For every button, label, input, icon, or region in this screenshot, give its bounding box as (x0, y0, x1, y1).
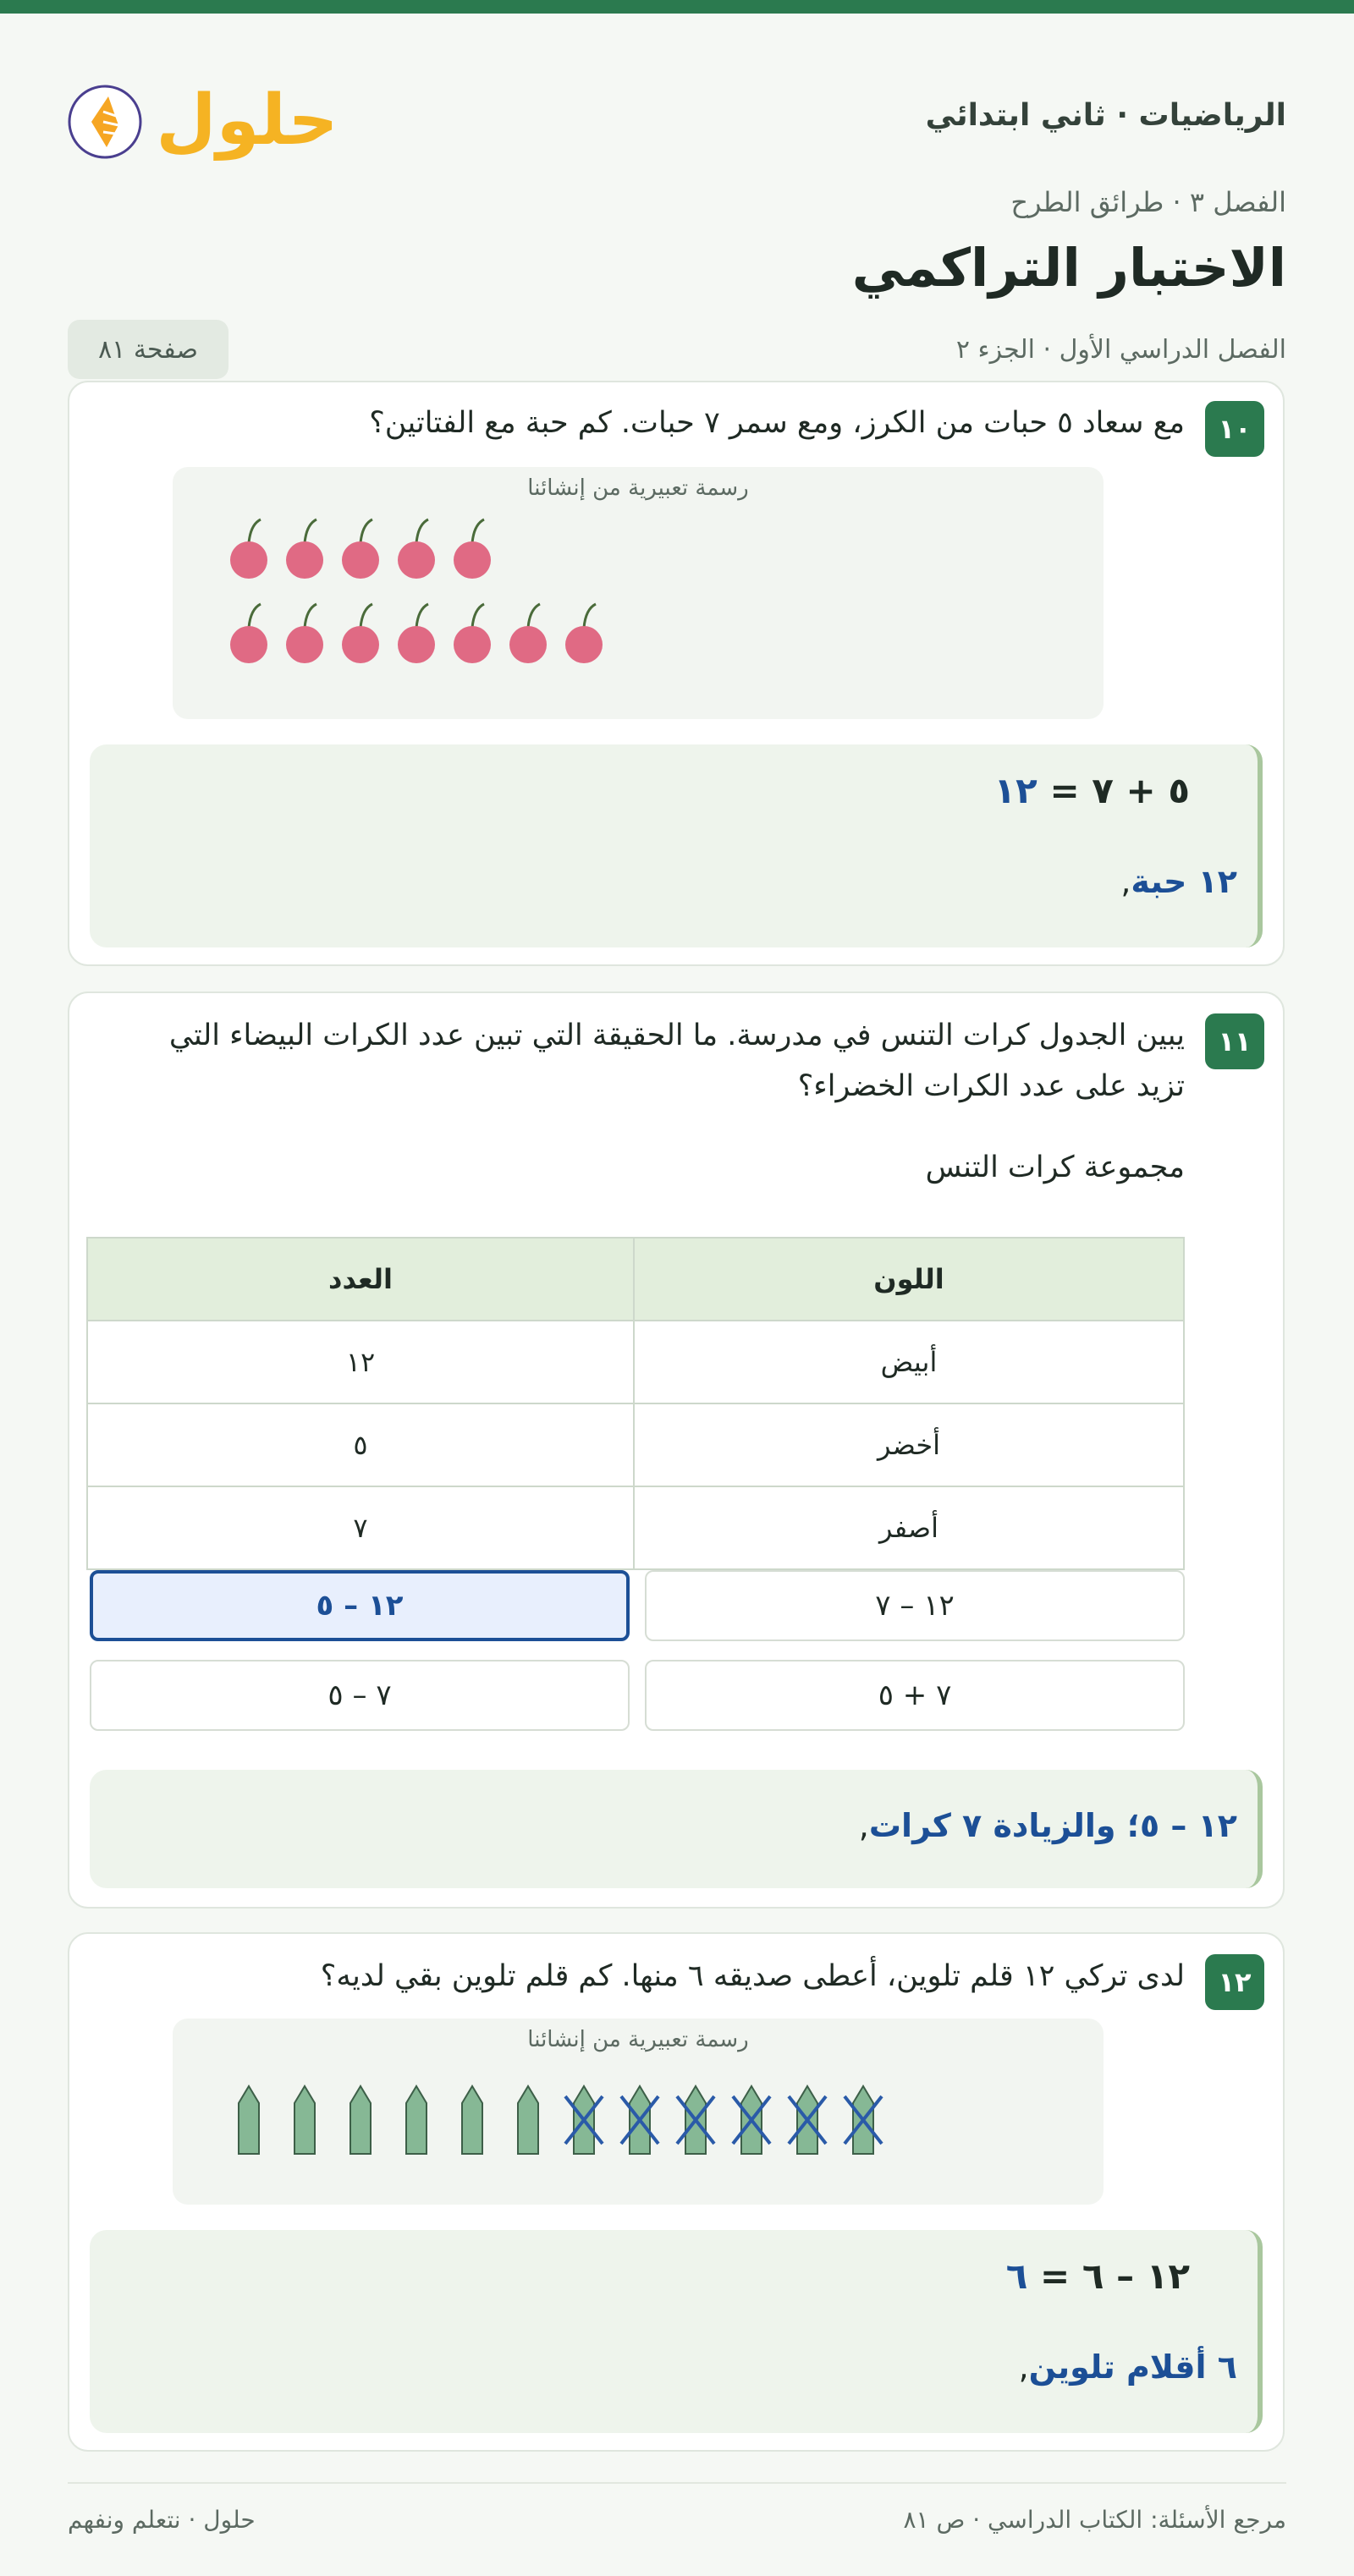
cherry-icon (398, 519, 435, 579)
answer-value: ٦ أقلام تلوين (1028, 2348, 1237, 2386)
page-title: الاختبار التراكمي (851, 237, 1286, 299)
header-color: اللون (634, 1238, 1184, 1321)
cherry-icon (398, 604, 435, 663)
row-count: ١٢ (87, 1321, 634, 1403)
answer-box (90, 744, 1263, 947)
cherry-icon (342, 604, 379, 663)
hulul-logo (66, 66, 338, 168)
row-color: أصفر (634, 1486, 1184, 1569)
pencil-icon (462, 2086, 482, 2154)
svg-text:حلول: حلول (156, 80, 338, 161)
pencil-icon (239, 2086, 259, 2154)
pencil-icon (518, 2086, 538, 2154)
chapter-label: الفصل ٣ · طرائق الطرح (1010, 186, 1286, 218)
question-card-10 (68, 381, 1285, 966)
top-accent-bar (0, 0, 1354, 14)
cherry-icon (286, 604, 323, 663)
illustration-caption: رسمة تعبيرية من إنشائنا (527, 475, 749, 501)
question-number: ١١ (1205, 1013, 1264, 1069)
cherry-icon (565, 604, 603, 663)
term-label: الفصل الدراسي الأول · الجزء ٢ (955, 335, 1286, 365)
option-d[interactable]: ٧ – ٥ (90, 1660, 630, 1731)
table-header-row (87, 1238, 1184, 1321)
equation-left: ١٢ – ٦ = (1040, 2255, 1190, 2297)
option-a[interactable]: ١٢ – ٧ (645, 1570, 1185, 1641)
pencils-drawing (173, 2019, 1104, 2205)
question-number: ١٠ (1205, 401, 1264, 457)
answer-value: ١٢ حبة (1131, 863, 1237, 900)
answer-box (90, 1770, 1263, 1888)
cherry-icon (230, 604, 267, 663)
row-count: ٥ (87, 1403, 634, 1486)
cherry-icon (454, 604, 491, 663)
pencils-illustration (173, 2019, 1104, 2205)
row-count: ٧ (87, 1486, 634, 1569)
answer-suffix: , (1120, 863, 1131, 900)
footer-tagline: حلول · نتعلم ونفهم (68, 2506, 256, 2534)
equation-result: ٦ (1005, 2255, 1028, 2297)
table-row (87, 1321, 1184, 1403)
footer-divider (68, 2482, 1286, 2484)
cherries-drawing (173, 467, 1104, 719)
equation-left: ٥ + ٧ = (1049, 770, 1190, 811)
page-header (0, 14, 1354, 161)
answer-text (859, 1807, 1237, 1844)
table-row (87, 1486, 1184, 1569)
footer-reference: مرجع الأسئلة: الكتاب الدراسي · ص ٨١ (903, 2506, 1286, 2534)
pencil-icon (294, 2086, 315, 2154)
answer-value: ١٢ – ٥؛ والزيادة ٧ كرات (868, 1807, 1237, 1844)
table-row (87, 1403, 1184, 1486)
answer-equation (1006, 2255, 1190, 2297)
pencil-icon (406, 2086, 427, 2154)
option-b-selected[interactable]: ١٢ – ٥ (90, 1570, 630, 1641)
tennis-balls-table (86, 1237, 1185, 1570)
question-number: ١٢ (1205, 1954, 1264, 2010)
question-text-line-2: تزيد على عدد الكرات الخضراء؟ (797, 1069, 1185, 1103)
pencil-icon (350, 2086, 371, 2154)
cherry-icon (454, 519, 491, 579)
answer-text (1019, 2348, 1237, 2386)
cherry-icon (230, 519, 267, 579)
row-color: أبيض (634, 1321, 1184, 1403)
subject-label: الرياضيات · ثاني ابتدائي (925, 98, 1286, 133)
question-text: مع سعاد ٥ حبات من الكرز، ومع سمر ٧ حبات. كم حبة مع الفتاتين؟ (369, 406, 1185, 440)
question-text-line-1: يبين الجدول كرات التنس في مدرسة. ما الحقيقة التي تبين عدد الكرات البيضاء التي (168, 1019, 1185, 1052)
cherry-icon (509, 604, 547, 663)
cherry-icon (342, 519, 379, 579)
header-count: العدد (87, 1238, 634, 1321)
answer-suffix: , (1018, 2348, 1029, 2386)
page-badge: صفحة ٨١ (68, 320, 228, 379)
cherry-icon (286, 519, 323, 579)
answer-box (90, 2230, 1263, 2433)
option-c[interactable]: ٧ + ٥ (645, 1660, 1185, 1731)
illustration-caption: رسمة تعبيرية من إنشائنا (527, 2027, 749, 2052)
answer-suffix: , (858, 1807, 869, 1844)
question-text: لدى تركي ١٢ قلم تلوين، أعطى صديقه ٦ منها. كم قلم تلوين بقي لديه؟ (320, 1959, 1185, 1993)
answer-equation (994, 770, 1190, 811)
equation-result: ١٢ (993, 770, 1038, 811)
question-card-12 (68, 1932, 1285, 2452)
table-title: مجموعة كرات التنس (925, 1151, 1185, 1184)
cherries-illustration (173, 467, 1104, 719)
answer-text (1120, 863, 1237, 900)
question-card-11 (68, 991, 1285, 1909)
row-color: أخضر (634, 1403, 1184, 1486)
